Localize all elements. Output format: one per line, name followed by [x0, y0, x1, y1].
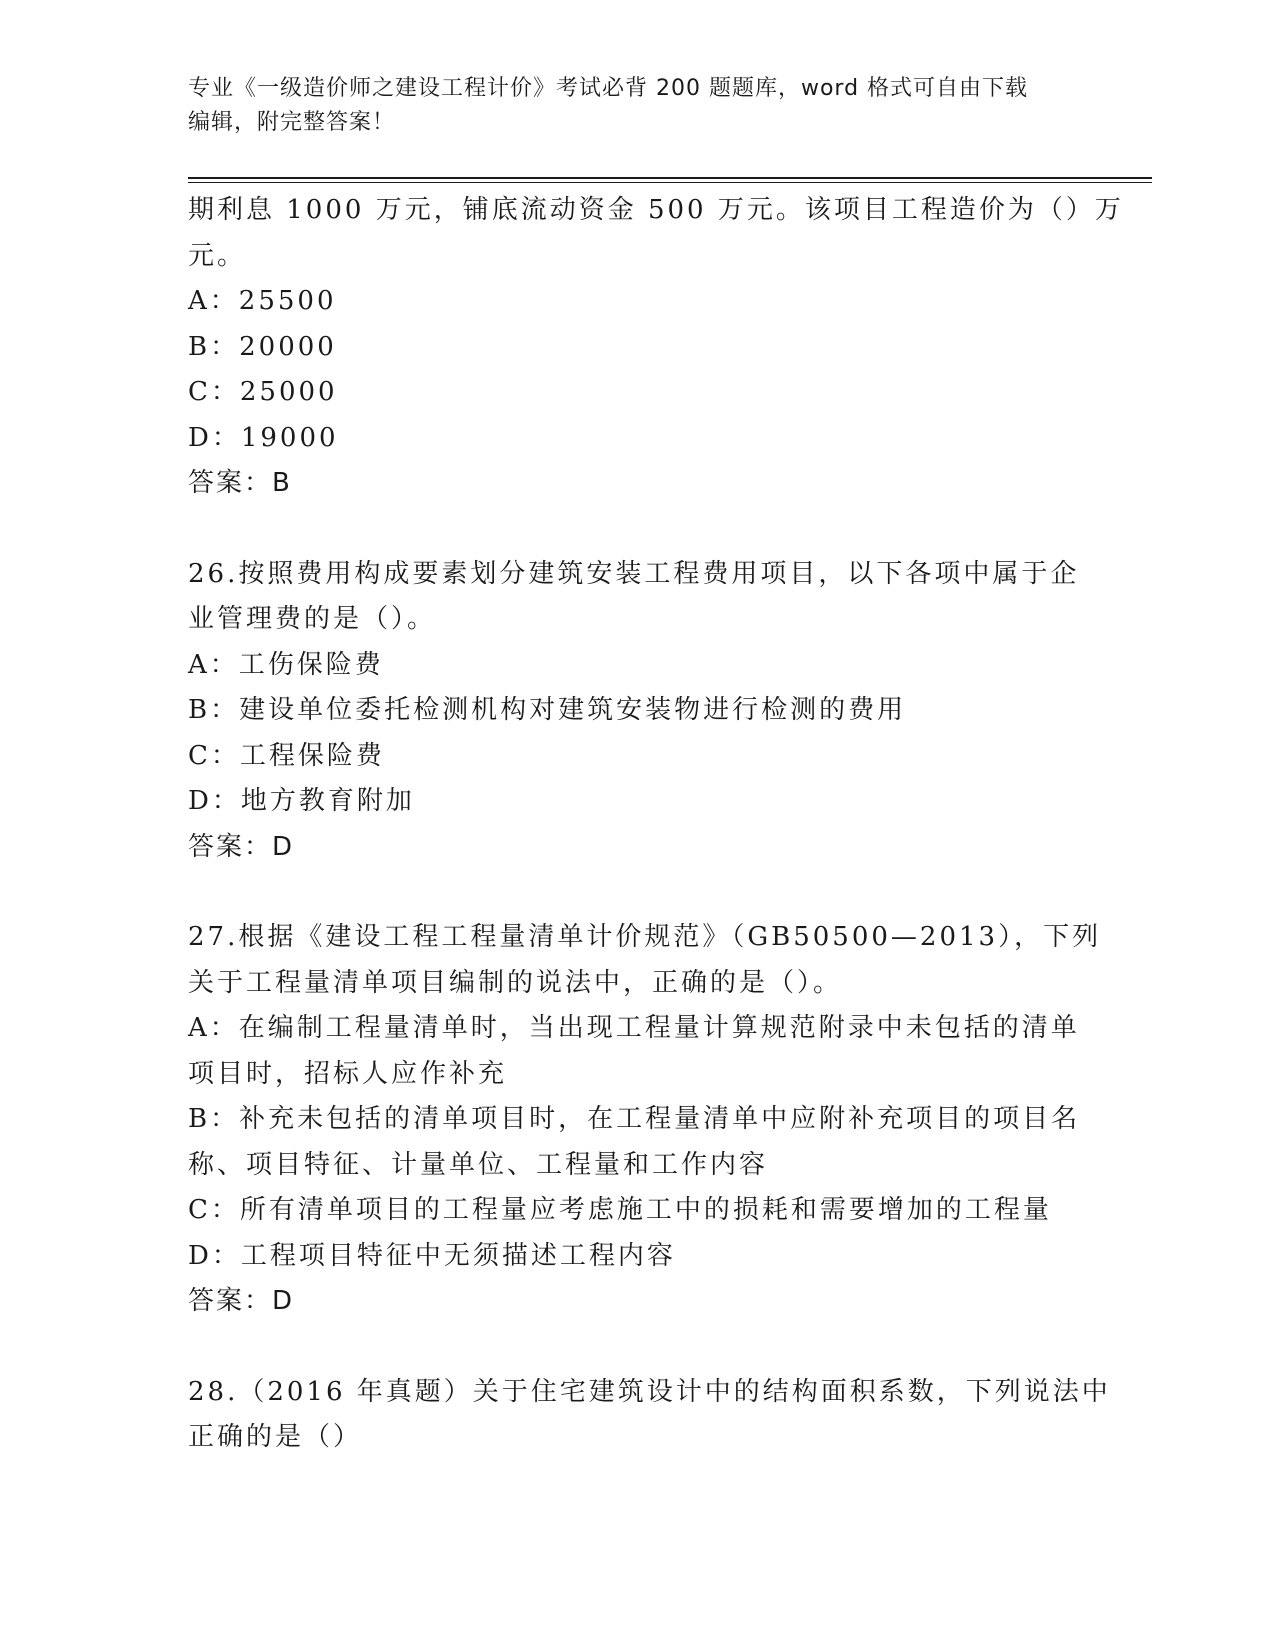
- option-b: B：建设单位委托检测机构对建筑安装物进行检测的费用: [188, 695, 907, 725]
- question-28: [188, 1370, 1111, 1461]
- question-text: 27.根据《建设工程工程量清单计价规范》（GB50500—2013），下列: [188, 922, 1102, 952]
- document-header: [188, 72, 1088, 140]
- spacer: [188, 870, 1088, 915]
- spacer: [188, 1325, 1088, 1370]
- question-25: [188, 188, 1124, 507]
- spacer: [188, 507, 1088, 552]
- header-divider-thick: [188, 177, 1152, 179]
- answer: 答案：B: [188, 468, 292, 498]
- question-27: [188, 915, 1102, 1325]
- option-a: A：工伤保险费: [188, 649, 384, 680]
- option-d: D：地方教育附加: [188, 786, 415, 816]
- question-text: 期利息 1000 万元，铺底流动资金 500 万元。该项目工程造价为（）万: [188, 195, 1124, 225]
- option-c: C：工程保险费: [188, 740, 385, 771]
- header-line-1: 专业《一级造价师之建设工程计价》考试必背 200 题题库，word 格式可自由下载: [188, 76, 1029, 101]
- question-list: [188, 188, 1124, 1461]
- question-text: 正确的是（）: [188, 1422, 363, 1452]
- question-text: 关于工程量清单项目编制的说法中，正确的是（）。: [188, 967, 843, 998]
- option-a: A：在编制工程量清单时，当出现工程量计算规范附录中未包括的清单: [188, 1013, 1080, 1043]
- option-c: C：25000: [188, 377, 338, 407]
- question-text: 28.（2016 年真题）关于住宅建筑设计中的结构面积系数，下列说法中: [188, 1376, 1111, 1407]
- question-26: [188, 552, 1088, 871]
- option-b-continued: 称、项目特征、计量单位、工程量和工作内容: [188, 1149, 769, 1180]
- option-a: A：25500: [188, 286, 337, 316]
- option-a-continued: 项目时，招标人应作补充: [188, 1058, 508, 1089]
- option-d: D：工程项目特征中无须描述工程内容: [188, 1240, 676, 1271]
- answer: 答案：D: [188, 1286, 295, 1316]
- option-c: C：所有清单项目的工程量应考虑施工中的损耗和需要增加的工程量: [188, 1195, 1052, 1225]
- header-line-2: 编辑，附完整答案！: [188, 110, 396, 135]
- question-text: 业管理费的是（）。: [188, 604, 437, 634]
- option-b: B：20000: [188, 331, 337, 362]
- option-b: B：补充未包括的清单项目时，在工程量清单中应附补充项目的项目名: [188, 1104, 1081, 1134]
- question-text: 元。: [188, 240, 247, 271]
- option-d: D：19000: [188, 422, 339, 453]
- answer: 答案：D: [188, 831, 295, 862]
- header-divider-thin: [188, 182, 1152, 183]
- question-text: 26.按照费用构成要素划分建筑安装工程费用项目，以下各项中属于企: [188, 558, 1080, 589]
